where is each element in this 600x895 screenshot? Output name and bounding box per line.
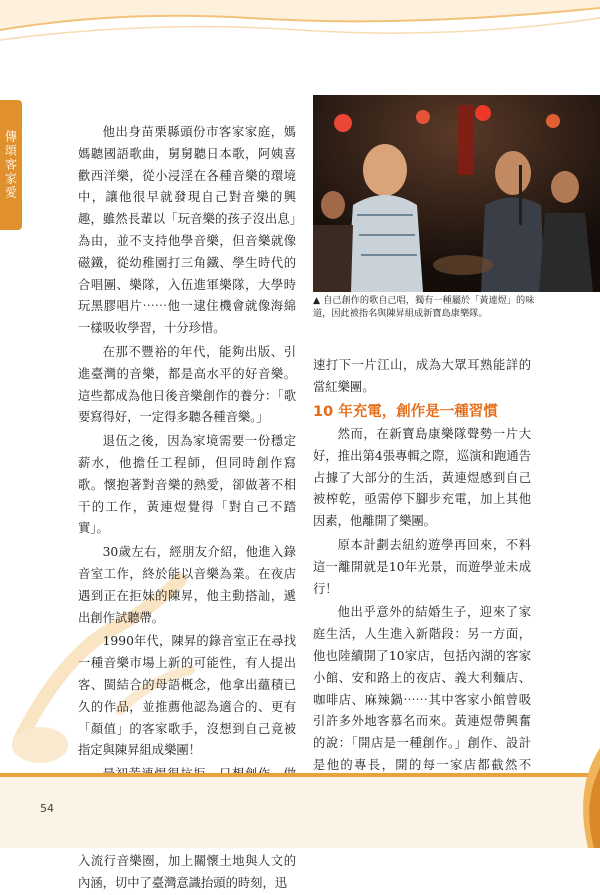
paragraph: 1990年代，陳昇的錄音室正在尋找一種音樂市場上新的可能性，有人提出客、閩結合的母語概念，他拿出蘊積已久的作品，並推薦他認為適合的、更有「顏值」的客家歌手，沒想到自己竟被指定與陳昇組成樂團！ bbox=[78, 634, 296, 758]
paragraph: 原本計劃去紐約遊學再回來，不料這一離開就是10年光景，而遊學並未成行！ bbox=[313, 537, 531, 596]
right-column bbox=[313, 424, 531, 820]
caption-text: 自己創作的歌自己唱，獨有一種屬於「黃連煜」的味道，因此被指名與陳昇組成新寶島康樂隊。 bbox=[313, 295, 535, 319]
section-heading: 10 年充電，創作是一種習慣 bbox=[313, 404, 498, 420]
page-corner-decoration bbox=[564, 748, 600, 848]
photo-caption bbox=[313, 295, 543, 320]
footer-band bbox=[0, 777, 600, 848]
right-column-top bbox=[313, 355, 531, 399]
paragraph: 30歲左右，經朋友介紹，他進入錄音室工作，終於能以音樂為業。在夜店遇到正在拒妹的陳昇，他主動搭訕，遞出創作試聽帶。 bbox=[78, 545, 296, 625]
paragraph: 然而，在新寶島康樂隊聲勢一片大好，推出第4張專輯之際，巡演和跑通告占據了大部分的生活，黃連煜感到自己被榨乾，亟需停下腳步充電，加上其他因素，他離開了樂團。 bbox=[313, 427, 531, 529]
paragraph: 他出身苗栗縣頭份市客家家庭，媽媽聽國語歌曲，舅舅聽日本歌，阿姨喜歡西洋樂，從小浸淫在各種音樂的環境中，讓他很早就發現自己對音樂的興趣，雖然長輩以「玩音樂的孩子沒出息」為由，並不支持他學音樂，但音樂就像磁鐵，從幼稚園打三角鐵、學生時代的合唱團、樂隊，入伍進軍樂隊，大學時玩黑膠唱片⋯⋯他一逮住機會就像海綿一樣吸收學習，十分珍惜。 bbox=[78, 125, 296, 336]
paragraph: 他出乎意外的結婚生子，迎來了家庭生活，人生進入新階段：另一方面，他也陸續開了10家店，包括內湖的客家小館、安和路上的夜店、義大利麵店、咖啡店、麻辣鍋⋯⋯其中客家小館曾吸引許多外地客慕名而來。黃連煜帶興奮的說：「開店是一種創作。」創作、設計是他的專長，開的每一家店都截然不 bbox=[313, 605, 531, 772]
paragraph: 速打下一片江山，成為大眾耳熟能詳的當紅樂團。 bbox=[313, 358, 531, 394]
paragraph: 退伍之後，因為家境需要一份穩定薪水，他擔任工程師，但同時創作寫歌。懷抱著對音樂的熱愛，卻做著不相干的工作，黃連煜覺得「對自己不踏實」。 bbox=[78, 434, 296, 536]
paragraph: 入流行音樂圈，加上關懷土地與人文的內涵，切中了臺灣意識抬頭的時刻，迅 bbox=[78, 854, 296, 891]
page-number: 54 bbox=[40, 802, 54, 815]
paragraph: 在那不豐裕的年代，能夠出版、引進臺灣的音樂，都是高水平的好音樂。這些都成為他日後音樂創作的養分：「歌要寫得好，一定得多聽各種音樂。」 bbox=[78, 344, 296, 425]
section-tab bbox=[0, 100, 22, 230]
concert-photo bbox=[313, 95, 600, 292]
top-decoration bbox=[0, 0, 600, 56]
caption-triangle-icon: ▲ bbox=[313, 295, 321, 306]
section-tab-label: 傳頌客家愛 bbox=[3, 130, 18, 200]
